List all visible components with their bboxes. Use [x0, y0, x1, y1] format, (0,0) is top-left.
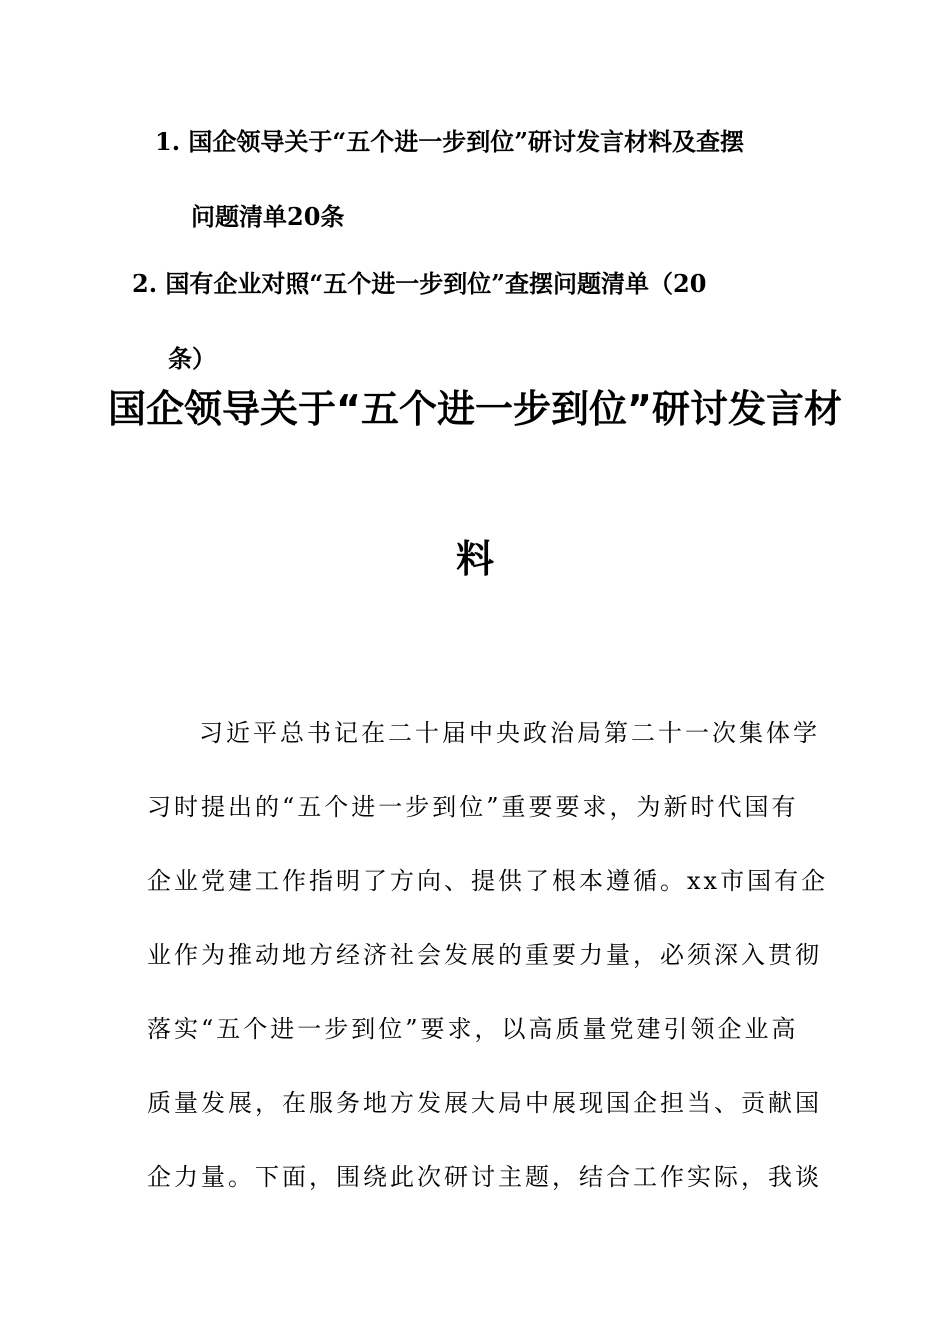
body-line: 落实“五个进一步到位”要求，以高质量党建引领企业高: [147, 1015, 799, 1043]
document-title-line1: 国企领导关于“五个进一步到位”研讨发言材: [108, 387, 842, 431]
toc-item-2-line2: 条）: [168, 344, 216, 373]
toc-item-1-line1: [155, 104, 815, 179]
body-line: 习时提出的“五个进一步到位”重要要求，为新时代国有: [147, 793, 799, 821]
document-title: [100, 386, 850, 582]
body-line: 质量发展，在服务地方发展大局中展现国企担当、贡献国: [147, 1089, 822, 1117]
toc-item-2-text: 国有企业对照“五个进一步到位”查摆问题清单（20: [165, 269, 707, 298]
toc-item-2-line1: [132, 246, 792, 321]
toc-item-1-text: 国企领导关于“五个进一步到位”研讨发言材料及查摆: [188, 127, 745, 156]
toc-item-1-number: 1.: [155, 127, 181, 156]
toc-item-1: [155, 104, 815, 254]
body-line: 企业党建工作指明了方向、提供了根本遵循。xx市国有企: [147, 867, 829, 895]
body-line: 习近平总书记在二十届中央政治局第二十一次集体学: [199, 719, 820, 747]
body-paragraph: [147, 703, 829, 1221]
body-line: 业作为推动地方经济社会发展的重要力量，必须深入贯彻: [147, 941, 822, 969]
body-line: 企力量。下面，围绕此次研讨主题，结合工作实际，我谈: [147, 1163, 822, 1191]
toc-item-1-line2: 问题清单20条: [191, 202, 345, 231]
toc-item-2: [132, 246, 792, 396]
document-title-line2: 料: [455, 537, 494, 581]
toc-item-2-number: 2.: [132, 269, 158, 298]
